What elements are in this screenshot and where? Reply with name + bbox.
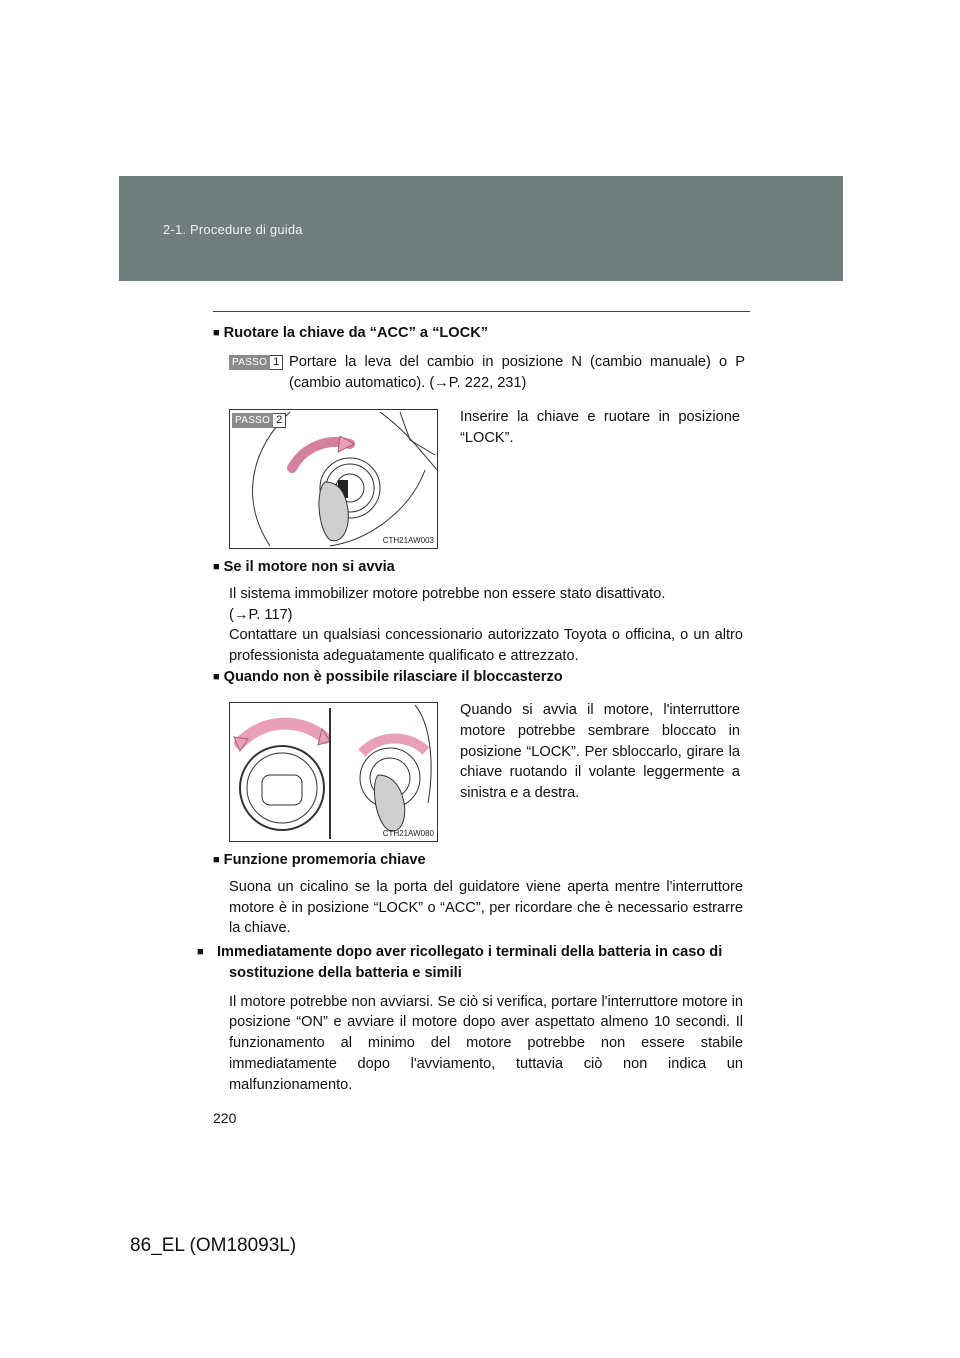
lock-section <box>213 323 743 344</box>
bullet-square-icon: ■ <box>213 327 220 339</box>
ignition-key-figure <box>229 409 438 549</box>
lock-heading: ■ Ruotare la chiave da “ACC” a “LOCK” <box>213 323 743 344</box>
nostart-body: Il sistema immobilizer motore potrebbe non essere stato disattivato. <box>229 585 666 602</box>
reminder-body: Suona un cicalino se la porta del guidatore viene aperta mentre l'interruttore motore è in posizione “LOCK” o “ACC”, per ricordare che è necessario estrarre la chiave. <box>229 878 743 937</box>
header-band <box>119 176 843 281</box>
step-1-badge: PASSO 1 <box>229 355 283 370</box>
figure-code: CTH21AW080 <box>382 829 434 838</box>
section-title: 2-1. Procedure di guida <box>163 222 303 237</box>
nostart-heading: ■ Se il motore non si avvia <box>213 557 743 578</box>
steering-section <box>213 667 743 688</box>
battery-section <box>197 942 743 1096</box>
steering-text: Quando si avvia il motore, l'interruttore motore potrebbe sembrare bloccato in posizione “LOCK”. Per sbloccarlo, girare la chiave ruotando il volante leggermente a sinistra e a destra. <box>460 702 740 802</box>
nostart-ref: (→P. 117) <box>229 606 293 623</box>
top-rule <box>213 311 750 312</box>
step-2-text: Inserire la chiave e ruotare in posizione “LOCK”. <box>460 409 740 446</box>
step-2-badge: PASSO 2 <box>232 413 286 428</box>
bullet-square-icon: ■ <box>213 854 220 866</box>
reminder-heading: ■ Funzione promemoria chiave <box>213 850 743 871</box>
battery-body: Il motore potrebbe non avviarsi. Se ciò si verifica, portare l'interruttore motore in posizione “ON” e avviare il motore dopo aver aspettato almeno 10 secondi. Il funzionamento al minimo del motore potrebbe non essere stabile immediatamente dopo l'avviamento, tuttavia ciò non indica un malfunzionamento. <box>229 993 743 1093</box>
steering-heading: ■ Quando non è possibile rilasciare il bloccasterzo <box>213 667 743 688</box>
battery-heading: ■ Immediatamente dopo aver ricollegato i terminali della batteria in caso di sostituzione della batteria e simili <box>197 944 723 981</box>
step-1-text: Portare la leva del cambio in posizione N (cambio manuale) o P (cambio automatico). (→P. 222, 231) <box>289 354 745 391</box>
steering-wheel-figure <box>229 702 438 842</box>
step-1 <box>229 352 745 394</box>
ignition-key-illustration <box>230 410 437 548</box>
steering-wheel-illustration <box>230 703 437 841</box>
figure-code: CTH21AW003 <box>382 536 434 545</box>
nostart-body2: Contattare un qualsiasi concessionario autorizzato Toyota o officina, o un altro professionista adeguatamente qualificato e attrezzato. <box>229 627 743 665</box>
bullet-square-icon: ■ <box>213 671 220 683</box>
page-number: 220 <box>213 1110 237 1126</box>
nostart-section <box>213 557 743 667</box>
bullet-square-icon: ■ <box>213 561 220 573</box>
document-code: 86_EL (OM18093L) <box>130 1235 297 1256</box>
reminder-section <box>213 850 743 939</box>
